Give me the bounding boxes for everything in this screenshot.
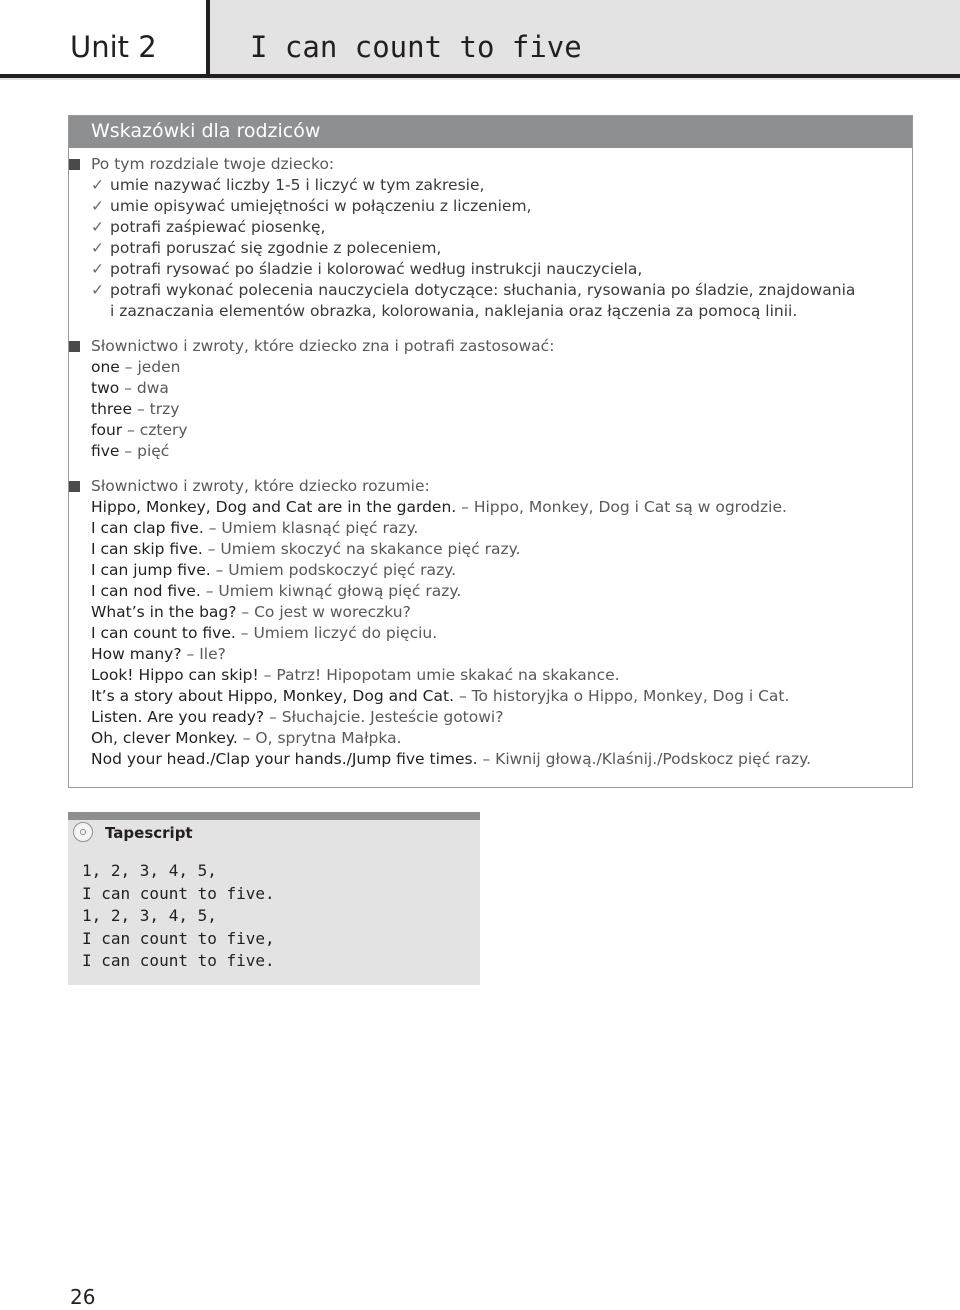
phrase-item xyxy=(91,665,811,686)
polish-translation: Umiem skoczyć na skakance pięć razy. xyxy=(220,540,521,558)
dash-separator: – xyxy=(263,666,272,684)
tapescript-top-bar xyxy=(68,812,480,820)
polish-translation: Umiem klasnąć pięć razy. xyxy=(221,519,419,537)
dash-separator: – xyxy=(269,708,277,726)
dash-separator: – xyxy=(215,561,224,579)
tapescript-line: I can count to five. xyxy=(82,951,275,970)
english-phrase: I can jump five. xyxy=(91,561,211,579)
english-word: two xyxy=(91,379,120,397)
dash-separator: – xyxy=(461,498,469,516)
english-word: four xyxy=(91,421,123,439)
english-phrase: Oh, clever Monkey. xyxy=(91,729,238,747)
dash-separator: – xyxy=(205,582,214,600)
outcome-item xyxy=(91,217,855,238)
phrase-item xyxy=(91,728,811,749)
english-phrase: Hippo, Monkey, Dog and Cat are in the garden. xyxy=(91,498,457,516)
outcome-item xyxy=(91,259,855,280)
vocab-item xyxy=(91,378,554,399)
checkmark-icon: ✓ xyxy=(91,281,104,299)
dash-separator: – xyxy=(124,358,133,376)
english-phrase: Listen. Are you ready? xyxy=(91,708,265,726)
section-heading: Po tym rozdziale twoje dziecko: xyxy=(91,155,335,173)
english-phrase: It’s a story about Hippo, Monkey, Dog and Cat. xyxy=(91,687,455,705)
outcome-text: potrafi zaśpiewać piosenkę, xyxy=(110,218,326,236)
dash-separator: – xyxy=(136,400,145,418)
english-phrase: Look! Hippo can skip! xyxy=(91,666,259,684)
polish-translation: To historyjka o Hippo, Monkey, Dog i Cat. xyxy=(471,687,790,705)
checkmark-icon: ✓ xyxy=(91,218,104,236)
checkmark-icon: ✓ xyxy=(91,197,104,215)
polish-translation: Patrz! Hipopotam umie skakać na skakance. xyxy=(276,666,620,684)
outcome-text: potrafi rysować po śladzie i kolorować według instrukcji nauczyciela, xyxy=(110,260,643,278)
english-phrase: How many? xyxy=(91,645,182,663)
polish-translation: Umiem kiwnąć głową pięć razy. xyxy=(218,582,462,600)
tapescript-title: Tapescript xyxy=(105,824,193,842)
tapescript-lines xyxy=(82,860,275,973)
phrase-list xyxy=(91,497,811,770)
dash-separator: – xyxy=(482,750,491,768)
section-outcomes xyxy=(91,154,855,322)
dash-separator: – xyxy=(127,421,135,439)
english-word: three xyxy=(91,400,133,418)
square-bullet-icon xyxy=(69,341,80,352)
english-phrase: I can count to five. xyxy=(91,624,236,642)
dash-separator: – xyxy=(124,379,132,397)
outcome-item xyxy=(91,238,855,259)
polish-translation: Słuchajcie. Jesteście gotowi? xyxy=(281,708,504,726)
outcome-item xyxy=(91,175,855,196)
phrase-item xyxy=(91,518,811,539)
polish-translation: Kiwnij głową./Klaśnij./Podskocz pięć razy. xyxy=(495,750,812,768)
page-number: 26 xyxy=(70,1285,96,1309)
polish-word: dwa xyxy=(136,379,169,397)
english-phrase: What’s in the bag? xyxy=(91,603,237,621)
square-bullet-icon xyxy=(69,159,80,170)
vocab-item xyxy=(91,357,554,378)
phrase-item xyxy=(91,602,811,623)
section-passive-vocab xyxy=(91,476,811,770)
square-bullet-icon xyxy=(69,481,80,492)
dash-separator: – xyxy=(186,645,195,663)
polish-word: pięć xyxy=(137,442,170,460)
header-rule xyxy=(0,74,960,78)
checkmark-icon: ✓ xyxy=(91,260,104,278)
page-title: I can count to five xyxy=(250,30,582,64)
vocab-item xyxy=(91,420,554,441)
phrase-item xyxy=(91,497,811,518)
guide-title-bar xyxy=(69,116,912,148)
outcome-text: umie nazywać liczby 1-5 i liczyć w tym zakresie, xyxy=(110,176,485,194)
polish-translation: Ile? xyxy=(199,645,226,663)
english-phrase: I can skip five. xyxy=(91,540,203,558)
dash-separator: – xyxy=(242,729,251,747)
vocab-item xyxy=(91,399,554,420)
parents-guide-box xyxy=(68,115,913,788)
dash-separator: – xyxy=(241,603,250,621)
phrase-item xyxy=(91,749,811,770)
dash-separator: – xyxy=(208,519,217,537)
phrase-item xyxy=(91,581,811,602)
polish-word: cztery xyxy=(139,421,188,439)
tapescript-line: 1, 2, 3, 4, 5, xyxy=(82,861,217,880)
polish-translation: Umiem podskoczyć pięć razy. xyxy=(228,561,457,579)
outcomes-list xyxy=(91,175,855,301)
phrase-item xyxy=(91,644,811,665)
tapescript-line: 1, 2, 3, 4, 5, xyxy=(82,906,217,925)
section-heading: Słownictwo i zwroty, które dziecko rozumie: xyxy=(91,477,430,495)
header-divider xyxy=(206,0,210,76)
outcome-text: potrafi poruszać się zgodnie z poleceniem, xyxy=(110,239,442,257)
guide-title: Wskazówki dla rodziców xyxy=(91,120,321,142)
polish-translation: O, sprytna Małpka. xyxy=(255,729,402,747)
unit-label: Unit 2 xyxy=(70,30,157,64)
outcome-item xyxy=(91,280,855,301)
dash-separator: – xyxy=(458,687,467,705)
dash-separator: – xyxy=(207,540,216,558)
polish-word: jeden xyxy=(137,358,181,376)
cd-icon xyxy=(73,822,93,842)
phrase-item xyxy=(91,623,811,644)
dash-separator: – xyxy=(124,442,133,460)
dash-separator: – xyxy=(240,624,249,642)
tapescript-line: I can count to five, xyxy=(82,928,275,948)
polish-word: trzy xyxy=(149,400,180,418)
phrase-item xyxy=(91,539,811,560)
polish-translation: Umiem liczyć do pięciu. xyxy=(253,624,438,642)
section-heading: Słownictwo i zwroty, które dziecko zna i potrafi zastosować: xyxy=(91,337,555,355)
outcome-text: umie opisywać umiejętności w połączeniu z liczeniem, xyxy=(110,197,532,215)
outcome-continuation: i zaznaczania elementów obrazka, kolorowania, naklejania oraz łączenia za pomocą linii. xyxy=(110,302,798,320)
phrase-item xyxy=(91,560,811,581)
checkmark-icon: ✓ xyxy=(91,176,104,194)
phrase-item xyxy=(91,686,811,707)
english-phrase: I can clap five. xyxy=(91,519,204,537)
english-word: five xyxy=(91,442,120,460)
vocab-item xyxy=(91,441,554,462)
tapescript-line: I can count to five. xyxy=(82,883,275,903)
phrase-item xyxy=(91,707,811,728)
english-word: one xyxy=(91,358,120,376)
vocab-list xyxy=(91,357,554,462)
polish-translation: Co jest w woreczku? xyxy=(254,603,411,621)
polish-translation: Hippo, Monkey, Dog i Cat są w ogrodzie. xyxy=(473,498,787,516)
section-active-vocab xyxy=(91,336,554,462)
checkmark-icon: ✓ xyxy=(91,239,104,257)
outcome-item xyxy=(91,196,855,217)
tapescript-box xyxy=(68,812,480,985)
english-phrase: Nod your head./Clap your hands./Jump five times. xyxy=(91,750,478,768)
english-phrase: I can nod five. xyxy=(91,582,201,600)
outcome-text: potrafi wykonać polecenia nauczyciela dotyczące: słuchania, rysowania po śladzie, znajdowania xyxy=(110,281,856,299)
